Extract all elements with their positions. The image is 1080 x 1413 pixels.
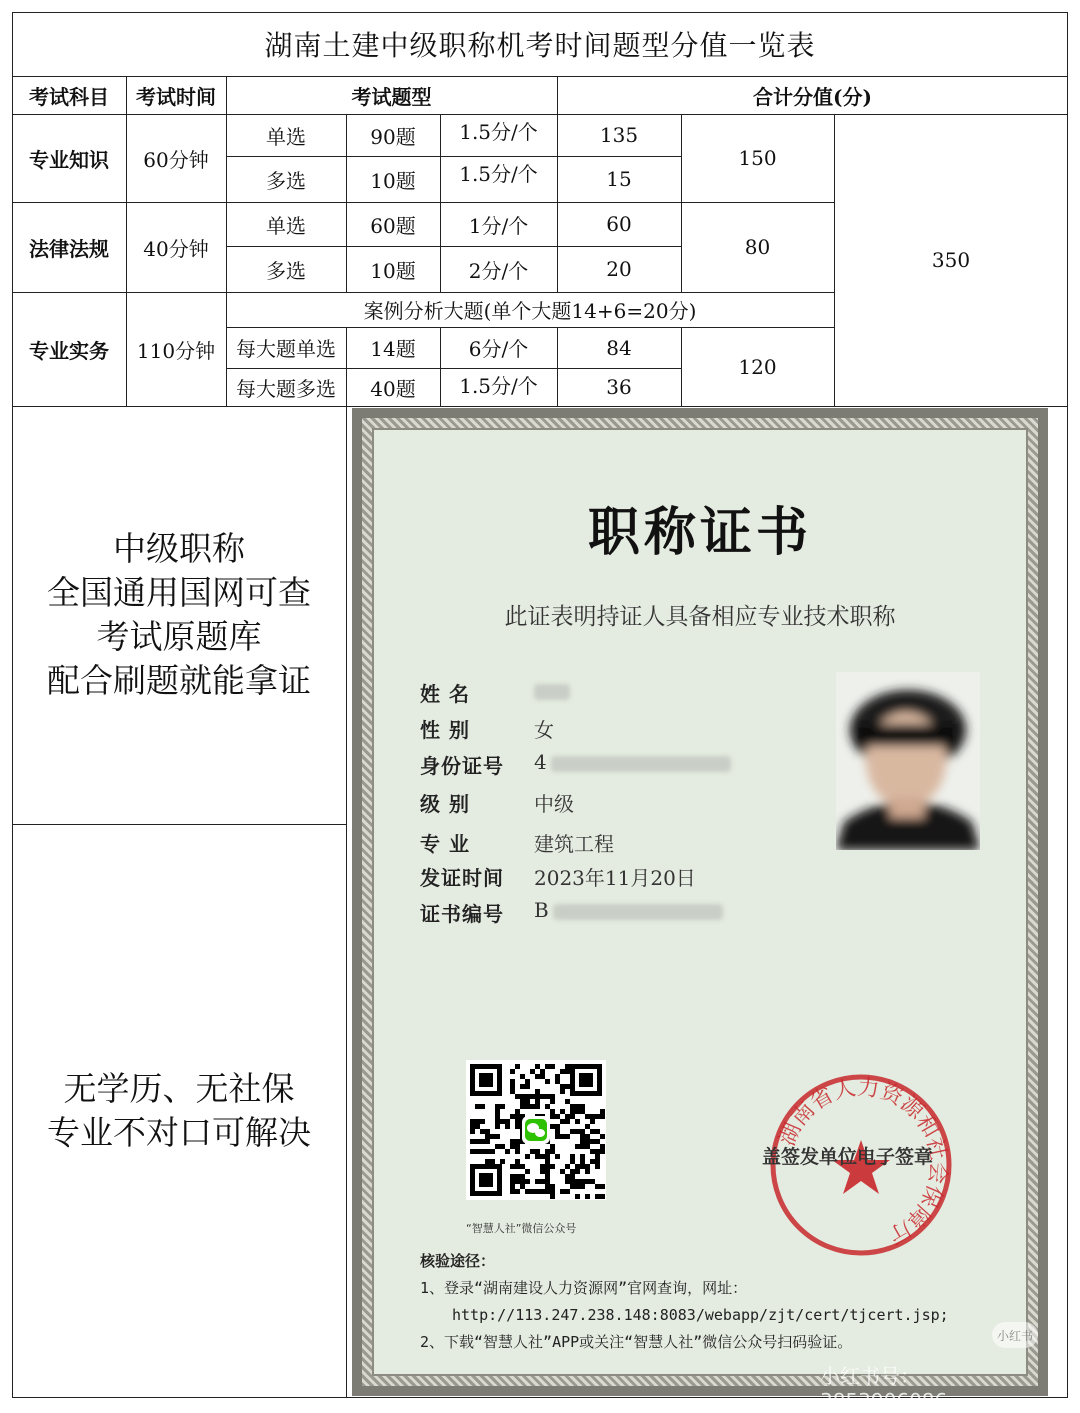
score-cell: 84	[606, 335, 632, 360]
question-kind: 多选	[266, 168, 306, 193]
promo-line: 配合刷题就能拿证	[47, 661, 311, 700]
points-per-question: 2分/个	[468, 258, 529, 283]
question-kind: 每大题单选	[236, 337, 336, 361]
redacted-name	[534, 684, 570, 700]
certificate-body	[372, 428, 1033, 1413]
field-level	[420, 788, 574, 817]
time-cell: 40分钟	[143, 236, 209, 261]
field-label: 性 别	[420, 718, 470, 742]
grand-total-cell: 350	[931, 248, 971, 272]
certificate-subtitle: 此证表明持证人具备相应专业技术职称	[504, 604, 896, 630]
field-gender	[420, 714, 554, 743]
promo-line: 专业不对口可解决	[47, 1113, 311, 1152]
field-label: 证书编号	[420, 902, 504, 926]
header-time: 考试时间	[136, 84, 216, 109]
field-label: 专 业	[420, 832, 470, 856]
question-kind: 单选	[266, 213, 306, 238]
page-title: 湖南土建中级职称机考时间题型分值一览表	[264, 29, 816, 62]
seal-ring-text: 湖南省人力资源和社会保障厅	[774, 1075, 951, 1248]
field-label: 发证时间	[420, 866, 504, 890]
score-cell: 60	[606, 212, 632, 236]
promo-line: 考试原题库	[96, 617, 262, 656]
field-name	[420, 678, 570, 707]
verification-section	[420, 1248, 949, 1356]
field-value: 4	[534, 750, 547, 774]
points-per-question: 1.5分/个	[459, 373, 538, 398]
promo-line: 无学历、无社保	[63, 1069, 295, 1108]
seal-caption: 盖签发单位电子签章	[762, 1146, 934, 1168]
header-total: 合计分值(分)	[753, 84, 872, 109]
promo-line: 中级职称	[113, 529, 245, 568]
time-cell: 110分钟	[136, 338, 216, 363]
points-per-question: 1分/个	[468, 213, 529, 238]
verification-step: 1、登录“湖南建设人力资源网”官网查询，网址：	[420, 1279, 748, 1297]
certificate-image	[352, 408, 1048, 1413]
verification-heading: 核验途径：	[420, 1252, 496, 1270]
header-type: 考试题型	[351, 84, 432, 109]
question-kind: 多选	[266, 258, 306, 283]
watermark-logo: 小红书	[992, 1322, 1038, 1348]
subtotal-cell: 120	[738, 354, 777, 379]
watermark-text: 小红书号：3853906086	[820, 1364, 948, 1413]
promo-panel-bottom	[12, 824, 346, 1398]
question-count: 14题	[370, 337, 416, 361]
question-count: 10题	[370, 258, 416, 283]
field-label: 身份证号	[420, 754, 504, 778]
question-kind: 每大题多选	[236, 376, 336, 401]
header-subject: 考试科目	[29, 84, 109, 109]
subject-cell: 专业实务	[29, 338, 109, 363]
question-count: 40题	[370, 376, 416, 401]
subtotal-cell: 150	[738, 146, 777, 170]
field-label: 姓 名	[420, 682, 470, 706]
field-certificate-number	[420, 898, 723, 927]
field-id-number	[420, 750, 731, 779]
question-count: 60题	[370, 213, 416, 238]
field-label: 级 别	[420, 792, 470, 816]
score-cell: 135	[599, 123, 639, 147]
field-value: 建筑工程	[534, 832, 614, 856]
redacted-cert-number	[553, 904, 723, 920]
subject-cell: 法律法规	[29, 236, 109, 261]
points-per-question: 6分/个	[468, 337, 529, 361]
score-cell: 36	[606, 375, 632, 399]
subject-cell: 专业知识	[29, 147, 109, 172]
holder-photo	[836, 672, 980, 850]
field-value: 2023年11月20日	[534, 866, 696, 890]
field-value: 中级	[534, 792, 574, 816]
certificate-guilloche-border	[362, 418, 1038, 1413]
qr-caption: “智慧人社”微信公众号	[466, 1222, 577, 1235]
question-count: 10题	[370, 168, 416, 193]
verification-url: http://113.247.238.148:8083/webapp/zjt/cert/tjcert.jsp;	[452, 1306, 949, 1324]
field-issue-date	[420, 862, 696, 891]
points-per-question: 1.5分/个	[459, 161, 538, 186]
col-divider	[346, 406, 347, 1398]
field-value: 女	[534, 718, 554, 742]
question-kind: 单选	[266, 124, 306, 149]
redacted-id	[551, 756, 731, 772]
qr-code	[466, 1060, 606, 1200]
points-per-question: 1.5分/个	[459, 119, 538, 144]
field-major	[420, 828, 614, 857]
score-cell: 15	[606, 167, 632, 191]
field-value: B	[534, 898, 549, 922]
verification-step: 2、下载“智慧人社”APP或关注“智慧人社”微信公众号扫码验证。	[420, 1333, 853, 1351]
certificate-title: 职称证书	[587, 503, 812, 563]
case-analysis-note: 案例分析大题(单个大题14+6=20分)	[363, 299, 697, 323]
question-count: 90题	[370, 124, 416, 149]
score-cell: 20	[606, 257, 632, 281]
promo-line: 全国通用国网可查	[47, 573, 311, 612]
subtotal-cell: 80	[744, 235, 771, 259]
time-cell: 60分钟	[143, 147, 209, 172]
promo-panel-top	[12, 406, 346, 824]
